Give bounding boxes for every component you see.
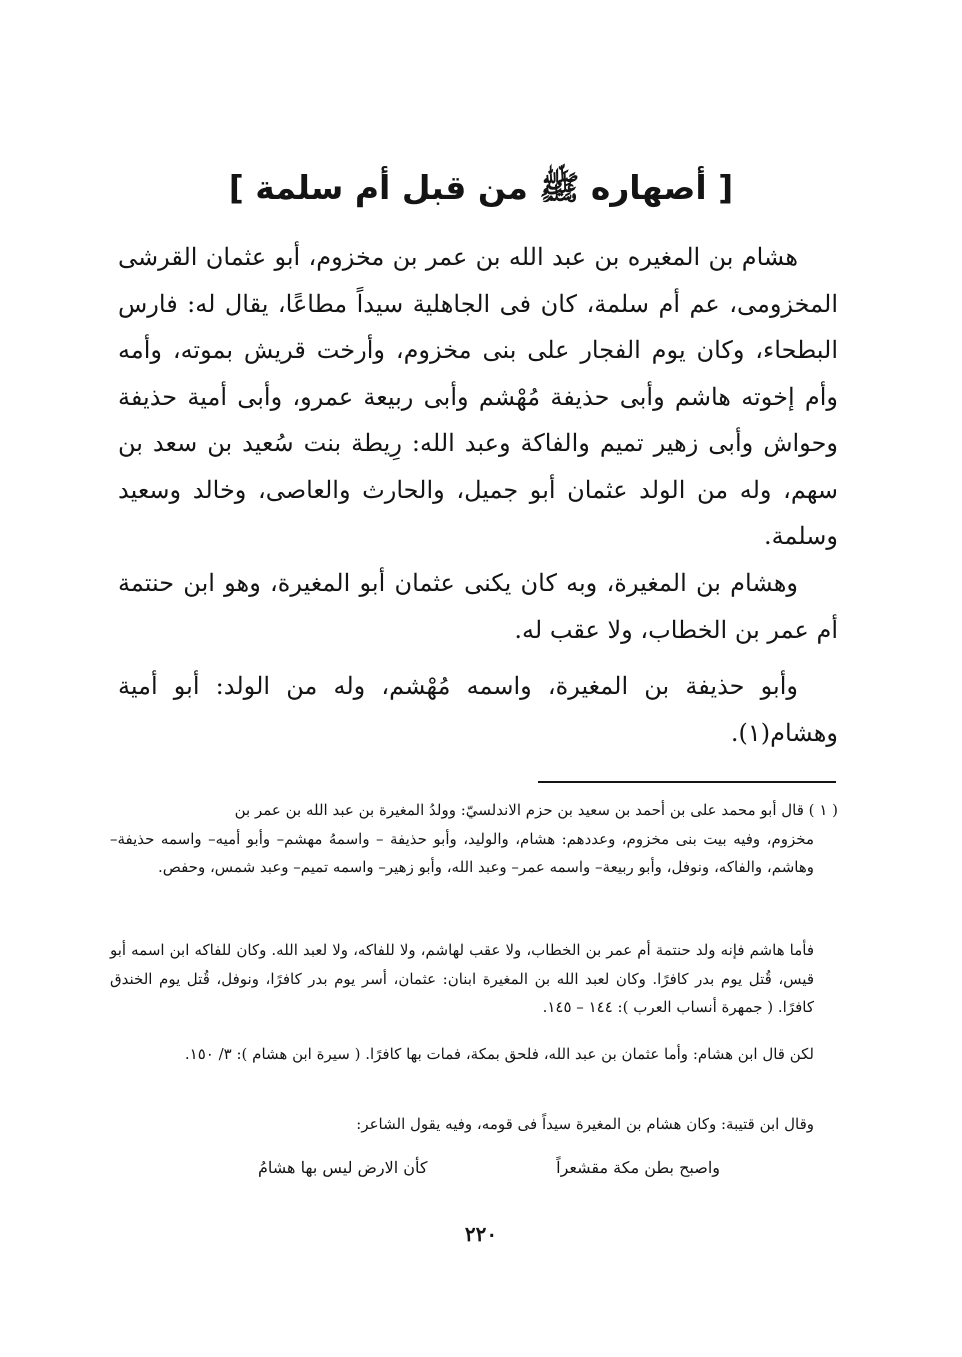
poetry-verse — [240, 1151, 720, 1185]
footnote-ibn-hisham: لكن قال ابن هشام: وأما عثمان بن عبد الله، فلحق بمكة، فمات بها كافرًا. ( سيرة ابن هشام ): ٣/ ١٥٠. — [184, 1045, 814, 1063]
footnote-divider — [538, 781, 836, 783]
footnote-hashim: فأما هاشم فإنه ولد حنتمة أم عمر بن الخطاب، ولا عقب لهاشم، ولا للفاكه، ولا لعبد الله. وكان للفاكه ابن اسمه أبو قيس، قُتل يوم بدر كافرًا. وكان لعبد الله بن المغيرة ابنان: عثمان، أسر يوم بدر كافرًا، ونوفل، قُتل يوم الخندق كافرًا. ( جمهرة أنساب العرب ): ١٤٤ – ١٤٥. — [110, 941, 814, 1016]
footnote-1-lead: ( ١ ) قال أبو محمد على بن أحمد بن سعيد بن حزم الاندلسيّ: وولدُ المغيرة بن عبد الله بن عمر بن — [234, 801, 838, 819]
paragraph-hisham-kunya: وهشام بن المغيرة، وبه كان يكنى عثمان أبو المغيرة، وهو ابن حنتمة أم عمر بن الخطاب، ولا عقب له. — [118, 569, 838, 644]
footnote-ibn-qutayba: وقال ابن قتيبة: وكان هشام بن المغيرة سيداً فى قومه، وفيه يقول الشاعر: — [356, 1115, 814, 1133]
footnote-1 — [110, 796, 838, 882]
paragraph-hisham-ibn-al-mughira: هشام بن المغيره بن عبد الله بن عمر بن مخزوم، أبو عثمان القرشى المخزومى، عم أم سلمة، كان فى الجاهلية سيداً مطاعًا، يقال له: فارس البطحاء، وكان يوم الفجار على بنى مخزوم، وأرخت قريش بموته، وأمه وأم إخوته هاشم وأبى حذيفة مُهْشم وأبى ربيعة عمرو، وأبى أمية حذيفة وحواش وأبى زهير تميم والفاكة وعبد الله: رِيطة بنت سُعيد بن سعد بن سهم، وله من الولد عثمان أبو جميل، والحارث والعاصى، وخالد وسعيد وسلمة. — [118, 243, 838, 550]
page-title: [ أصهاره ﷺ من قبل أم سلمة ] — [228, 168, 734, 207]
verse-first-hemistich: واصبح بطن مكة مقشعراً — [556, 1158, 720, 1177]
paragraph-abu-hudhayfa: وأبو حذيفة بن المغيرة، واسمه مُهْشم، وله من الولد: أبو أمية وهشام(١). — [118, 672, 838, 747]
footnote-1-continuation: مخزوم، وفيه بيت بنى مخزوم، وعددهم: هشام، والوليد، وأبو حذيفة – واسمهُ مهشم– وأبو أميه– واسمه حذيفة– وهاشم، والفاكه، ونوفل، وأبو ربيعة– واسمه عمر– وعبد الله، وأبو زهير– واسمه تميم– وعبد شمس، وحفص. — [110, 829, 814, 876]
page-number: ٢٢٠ — [464, 1222, 498, 1246]
verse-second-hemistich: كأن الارض ليس بها هشامُ — [258, 1158, 428, 1177]
